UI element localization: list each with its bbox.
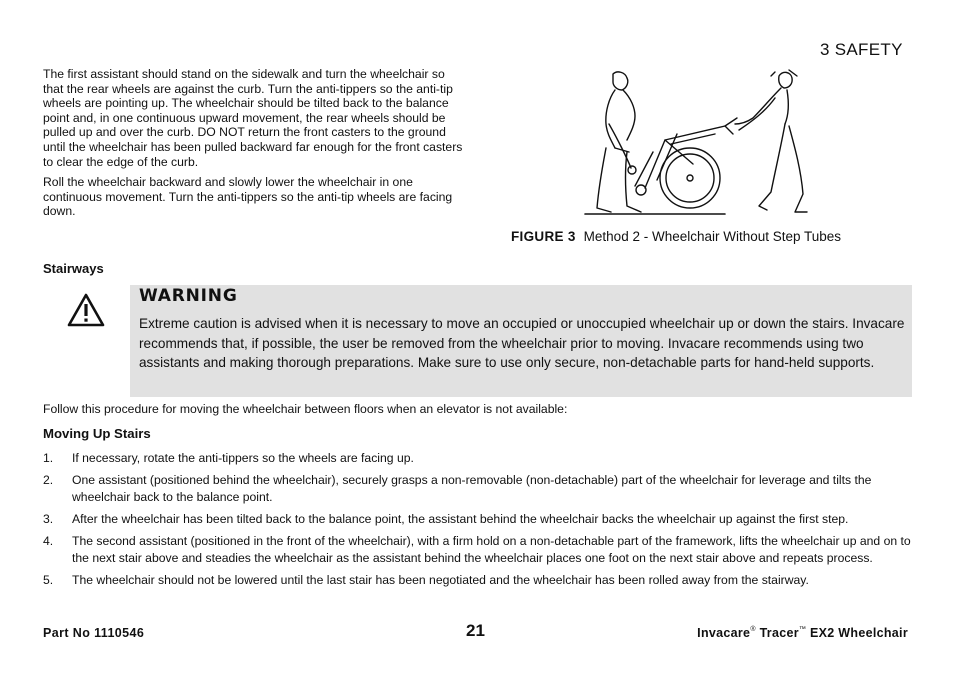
- list-item: [43, 511, 913, 528]
- warning-text: Extreme caution is advised when it is necessary to move an occupied or unoccupied wheelchair up or down the stairs. Invacare recommends that, if possible, the user be removed from the wheelchair prior to moving. Invacare recommends using two assistants and making thorough preparations. Make sure to use only secure, non-detachable parts for hand-held supports.: [139, 316, 905, 371]
- steps-list: [43, 450, 913, 594]
- footer-product: Tracer: [759, 626, 799, 640]
- stairways-heading: Stairways: [43, 261, 104, 276]
- footer-part-number: Part No 1110546: [43, 626, 145, 640]
- intro-paragraph: Roll the wheelchair backward and slowly lower the wheelchair in one continuous movement. Turn the anti-tippers so the anti-tip wheels are facing down.: [43, 175, 453, 219]
- footer-brand: Invacare: [697, 626, 751, 640]
- step-number: 2.: [43, 473, 54, 488]
- list-item: [43, 572, 913, 589]
- step-number: 4.: [43, 534, 54, 549]
- person-left-illustration: [597, 72, 641, 212]
- warning-triangle-icon: [66, 292, 106, 328]
- intro-paragraph: The first assistant should stand on the sidewalk and turn the wheelchair so that the rear wheels are against the curb. Turn the anti-tippers so the anti-tip wheels are pointing up. The wheelchair should be tilted back to the balance point and, in one continuous upward movement, the rear wheels should be pulled up and over the curb. DO NOT return the front casters to the ground until the wheelchair has been pulled backward far enough for the front casters to clear the edge of the curb.: [43, 67, 463, 169]
- step-text: The wheelchair should not be lowered until the last stair has been negotiated and the wheelchair has been rolled away from the stairway.: [72, 572, 809, 587]
- trademark-mark: ™: [798, 626, 807, 633]
- intro-text: [43, 67, 463, 225]
- registered-mark: ®: [750, 626, 756, 633]
- figure-caption-text: Method 2 - Wheelchair Without Step Tubes: [583, 229, 842, 244]
- warning-title: WARNING: [139, 286, 238, 306]
- figure-label: FIGURE 3: [511, 229, 576, 244]
- footer-model: EX2 Wheelchair: [810, 626, 908, 640]
- figure-3-illustration: [575, 68, 810, 218]
- list-item: [43, 450, 913, 467]
- step-number: 3.: [43, 511, 54, 526]
- step-number: 5.: [43, 572, 54, 587]
- step-number: 1.: [43, 451, 54, 465]
- wheelchair-illustration: [635, 118, 737, 208]
- step-text: The second assistant (positioned in the front of the wheelchair), with a firm hold on a non-detachable part of the framework, lifts the wheelchair up and on to the next stair above and steadies the wheelchair as the assistant behind the wheelchair places one foot on the next stair above and repeats process.: [72, 534, 911, 565]
- moving-up-stairs-heading: Moving Up Stairs: [43, 426, 151, 441]
- figure-caption: [511, 229, 841, 244]
- list-item: [43, 533, 913, 566]
- procedure-intro: Follow this procedure for moving the wheelchair between floors when an elevator is not available:: [43, 402, 568, 416]
- page-number: 21: [466, 621, 485, 640]
- step-text: One assistant (positioned behind the wheelchair), securely grasps a non-removable (non-detachable) part of the wheelchair for leverage and tilts the wheelchair back to the balance point.: [72, 473, 872, 504]
- step-text: If necessary, rotate the anti-tippers so the wheels are facing up.: [72, 451, 414, 465]
- person-right-illustration: [735, 70, 807, 212]
- list-item: [43, 472, 913, 505]
- section-header: 3 SAFETY: [820, 40, 903, 59]
- step-text: After the wheelchair has been tilted back to the balance point, the assistant behind the wheelchair backs the wheelchair up against the first step.: [72, 511, 849, 526]
- footer-product-name: [697, 626, 908, 640]
